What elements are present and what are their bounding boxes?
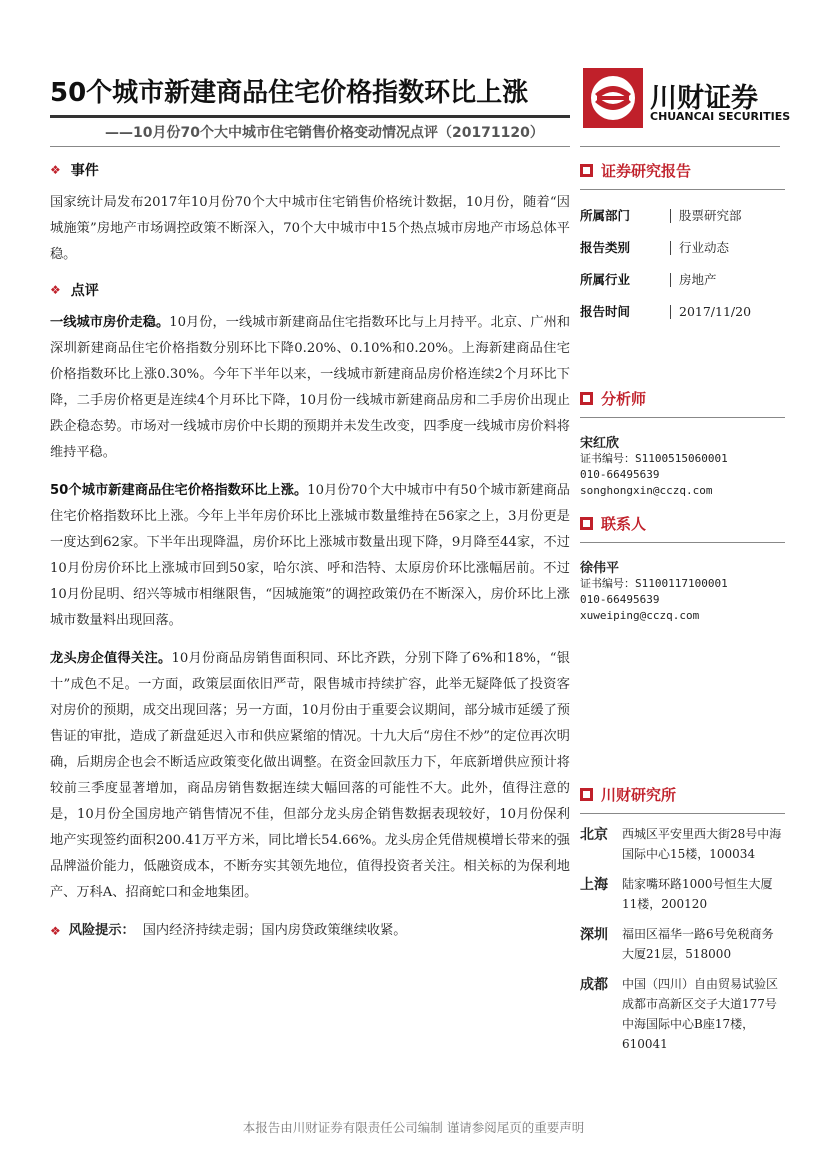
brand-name: 川财证券: [650, 83, 758, 114]
analyst-heading-text: 分析师: [601, 390, 647, 408]
paragraph-lead: 50个城市新建商品住宅价格指数环比上涨。: [50, 483, 308, 498]
meta-row: [580, 296, 785, 328]
analyst-phone: 010-66495639: [580, 468, 660, 481]
institute-heading-text: 川财研究所: [601, 786, 677, 804]
report-type-heading-text: 证券研究报告: [601, 162, 692, 180]
title-divider: [50, 115, 570, 118]
meta-value: 2017/11/20: [670, 305, 751, 319]
square-bullet-icon: [580, 392, 593, 405]
contact-heading: [580, 513, 785, 534]
main-content: [50, 160, 570, 944]
analyst-name: 宋红欣: [580, 436, 620, 451]
office-shenzhen: [580, 924, 785, 964]
meta-value: 股票研究部: [670, 209, 742, 223]
square-bullet-icon: [580, 517, 593, 530]
meta-key: 报告类别: [580, 240, 631, 255]
contact-heading-text: 联系人: [601, 515, 647, 533]
paragraph-body: 10月份70个大中城市中有50个城市新建商品住宅价格指数环比上涨。今年上半年房价环比上涨城市数量维持在56家之上，3月份更是一度达到62家。下半年出现降温，房价环比上涨城市数量出现下降，9月降至44家，不过10月份房价环比上涨城市回到50家，哈尔滨、呼和浩特、太原房价环比涨幅居前。不过10月份昆明、绍兴等城市相继限售，“因城施策”的调控政策仍在不断深入，房价环比上涨城市数量料出现回落。: [50, 483, 570, 628]
divider: [580, 189, 785, 190]
risk-warning: [50, 918, 570, 944]
contact-cert: 证书编号：S1100117100001: [580, 577, 728, 590]
comment-heading-text: 点评: [70, 283, 99, 299]
square-bullet-icon: [580, 164, 593, 177]
diamond-bullet-icon: ❖: [50, 163, 61, 177]
square-bullet-icon: [580, 788, 593, 801]
office-city: 深圳: [580, 927, 608, 943]
report-title: 50个城市新建商品住宅价格指数环比上涨: [50, 78, 529, 108]
event-heading: [50, 160, 570, 180]
meta-key: 报告时间: [580, 304, 631, 319]
paragraph-body: 10月份，一线城市新建商品住宅指数环比与上月持平。北京、广州和深圳新建商品住宅价格指数分别环比下降0.20%、0.10%和0.20%。上海新建商品住宅价格指数环比上涨0.30%。今年下半年以来，一线城市新建商品房价格连续2个月环比下降，二手房价格更是连续4个月环比下降，10月份一线城市新建商品房和二手房价出现止跌企稳态势。市场对一线城市房价中长期的预期并未发生改变，四季度一线城市房价料将维持平稳。: [50, 315, 571, 460]
contact-email[interactable]: xuweiping@cczq.com: [580, 609, 700, 622]
office-city: 成都: [580, 977, 608, 993]
analyst-cert: 证书编号：S1100515060001: [580, 452, 728, 465]
subtitle-divider: [50, 146, 570, 147]
institute-heading: [580, 784, 785, 805]
sidebar-top-divider: [580, 146, 780, 147]
report-subtitle: ——10月份70个大中城市住宅销售价格变动情况点评（20171120）: [105, 125, 544, 141]
paragraph-body: 10月份商品房销售面积同、环比齐跌，分别下降了6%和18%，“银十”成色不足。一方面，政策层面依旧严苛，限售城市持续扩容，此举无疑降低了投资客对房价的预期，成交出现回落；另一方面，10月份由于重要会议期间，部分城市延缓了预售证的审批，造成了新盘延迟入市和供应紧缩的情况。十九大后“房住不炒”的定位再次明确，后期房企也会不断适应政策变化做出调整。在资金回款压力下，年底新增供应预计将较前三季度显著增加，商品房销售数据连续大幅回落的可能性不大。此外，值得注意的是，10月份全国房地产销售情况不佳，但部分龙头房企销售数据表现较好，10月份保利地产实现签约面积200.41万平方米，同比增长54.66%。龙头房企凭借规模增长带来的强品牌溢价能力，低融资成本，不断夯实其领先地位，值得投资者关注。相关标的为保利地产、万科A、招商蛇口和金地集团。: [50, 651, 570, 900]
divider: [580, 542, 785, 543]
contact-name: 徐伟平: [580, 561, 620, 576]
diamond-bullet-icon: ❖: [50, 924, 61, 938]
comment-paragraph-2: [50, 478, 570, 634]
comment-paragraph-1: [50, 310, 570, 466]
office-city: 上海: [580, 877, 608, 893]
office-address: 陆家嘴环路1000号恒生大厦11楼，200120: [622, 877, 773, 911]
contact-phone: 010-66495639: [580, 593, 660, 606]
meta-row: [580, 264, 785, 296]
risk-text: 国内经济持续走弱；国内房贷政策继续收紧。: [142, 923, 407, 938]
meta-value: 行业动态: [670, 241, 729, 255]
divider: [580, 813, 785, 814]
diamond-bullet-icon: ❖: [50, 283, 61, 297]
chuancai-logo-icon: [583, 68, 643, 128]
office-beijing: [580, 824, 785, 864]
meta-row: [580, 200, 785, 232]
office-address: 中国（四川）自由贸易试验区成都市高新区交子大道177号中海国际中心B座17楼，610041: [622, 977, 779, 1051]
comment-paragraph-3: [50, 646, 570, 906]
office-address: 福田区福华一路6号免税商务大厦21层，518000: [622, 927, 774, 961]
meta-key: 所属行业: [580, 272, 631, 287]
office-city: 北京: [580, 827, 608, 843]
event-paragraph: 国家统计局发布2017年10月份70个大中城市住宅销售价格统计数据，10月份，随着“因城施策”房地产市场调控政策不断深入，70个大中城市中15个热点城市房地产市场总体平稳。: [50, 195, 570, 262]
office-address: 西城区平安里西大街28号中海国际中心15楼，100034: [622, 827, 782, 861]
paragraph-lead: 一线城市房价走稳。: [50, 315, 170, 330]
meta-value: 房地产: [670, 273, 717, 287]
brand-english-name: CHUANCAI SECURITIES: [650, 110, 791, 123]
meta-row: [580, 232, 785, 264]
analyst-heading: [580, 388, 785, 409]
analyst-email[interactable]: songhongxin@cczq.com: [580, 484, 713, 497]
paragraph-lead: 龙头房企值得关注。: [50, 651, 172, 666]
sidebar: [580, 160, 785, 1064]
office-chengdu: [580, 974, 785, 1054]
event-heading-text: 事件: [70, 163, 99, 179]
report-type-heading: [580, 160, 785, 181]
risk-label: 风险提示：: [68, 923, 135, 938]
office-shanghai: [580, 874, 785, 914]
divider: [580, 417, 785, 418]
page-footer: 本报告由川财证券有限责任公司编制 谨请参阅尾页的重要声明: [242, 1120, 585, 1135]
comment-heading: [50, 280, 570, 300]
meta-key: 所属部门: [580, 208, 631, 223]
